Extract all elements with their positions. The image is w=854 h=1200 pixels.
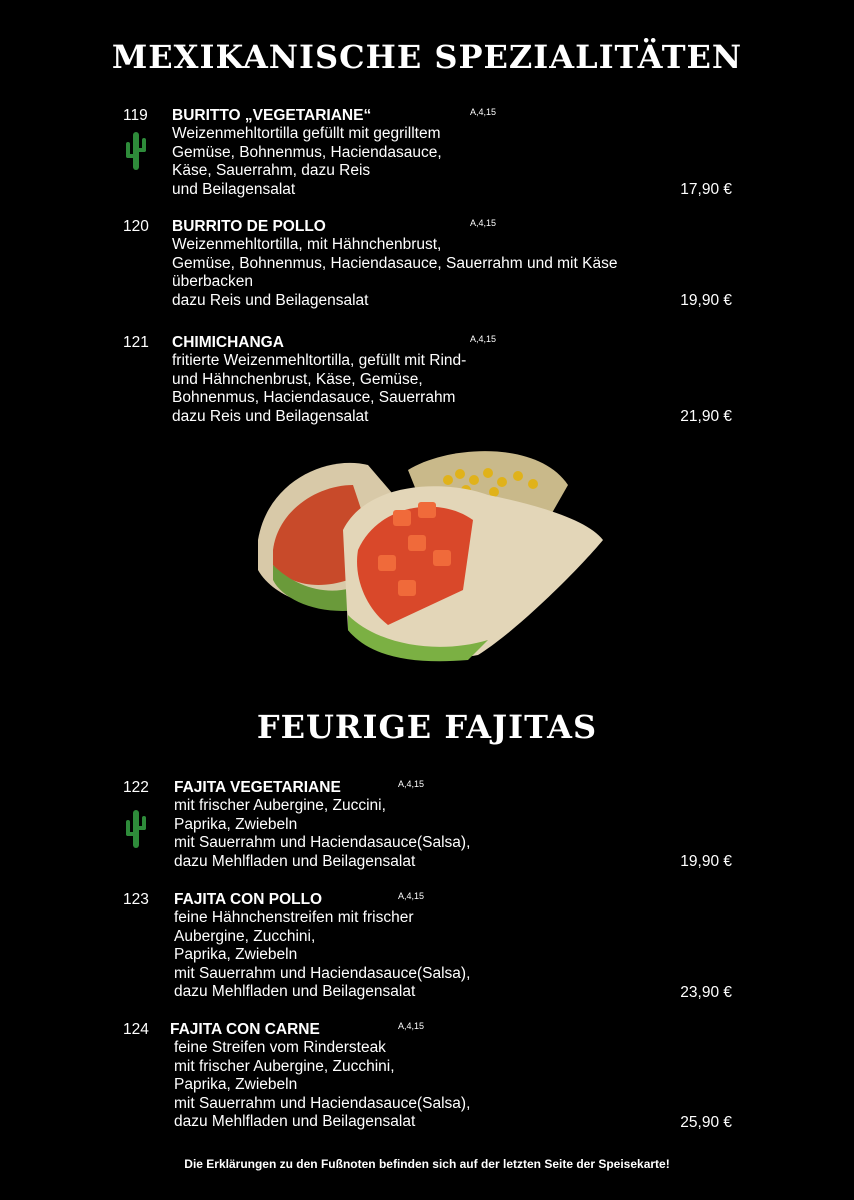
item-number: 124	[123, 1021, 149, 1038]
item-name: BURITTO „VEGETARIANE“	[172, 107, 372, 124]
cactus-icon	[123, 130, 149, 172]
item-name: CHIMICHANGA	[172, 334, 284, 351]
item-price: 23,90 €	[680, 984, 732, 1001]
item-description: Weizenmehltortilla, mit Hähnchenbrust, Gemüse, Bohnenmus, Haciendasauce, Sauerrahm und mit Käse überbacken dazu Reis und Beilagensalat	[172, 236, 618, 309]
allergen-codes: A,4,15	[470, 334, 497, 344]
item-name: FAJITA VEGETARIANE	[174, 779, 341, 796]
item-description: fritierte Weizenmehltortilla, gefüllt mit Rind- und Hähnchenbrust, Käse, Gemüse, Bohnenmus, Haciendasauce, Sauerrahm dazu Reis und Beilagensalat	[172, 352, 467, 425]
allergen-codes: A,4,15	[398, 891, 425, 901]
item-description: mit frischer Aubergine, Zuccini, Paprika, Zwiebeln mit Sauerrahm und Haciendasauce(Salsa), dazu Mehlfladen und Beilagensalat	[174, 797, 471, 870]
item-number: 120	[123, 218, 149, 235]
cactus-icon	[123, 808, 149, 850]
item-description: Weizenmehltortilla gefüllt mit gegrilltem Gemüse, Bohnenmus, Haciendasauce, Käse, Sauerrahm, dazu Reis und Beilagensalat	[172, 125, 442, 198]
item-number: 119	[123, 107, 148, 124]
item-number: 123	[123, 891, 149, 908]
item-name: FAJITA CON POLLO	[174, 891, 323, 908]
item-number: 121	[123, 334, 149, 351]
allergen-codes: A,4,15	[398, 1021, 425, 1031]
allergen-codes: A,4,15	[470, 107, 497, 117]
section-title-mexican: MEXIKANISCHE SPEZIALITÄTEN	[111, 38, 743, 76]
item-price: 17,90 €	[680, 181, 732, 198]
item-price: 19,90 €	[680, 292, 732, 309]
item-name: BURRITO DE POLLO	[172, 218, 326, 235]
item-number: 122	[123, 779, 149, 796]
item-price: 19,90 €	[680, 853, 732, 870]
item-description: feine Hähnchenstreifen mit frischer Aubergine, Zucchini, Paprika, Zwiebeln mit Sauerrahm und Haciendasauce(Salsa), dazu Mehlfladen und Beilagensalat	[174, 909, 471, 1000]
item-price: 25,90 €	[680, 1114, 732, 1131]
allergen-codes: A,4,15	[470, 218, 497, 228]
burrito-photo	[248, 440, 608, 665]
item-name: FAJITA CON CARNE	[170, 1021, 320, 1038]
footnote: Die Erklärungen zu den Fußnoten befinden sich auf der letzten Seite der Speisekarte!	[184, 1157, 670, 1171]
item-price: 21,90 €	[680, 408, 732, 425]
item-description: feine Streifen vom Rindersteak mit frischer Aubergine, Zucchini, Paprika, Zwiebeln mit Sauerrahm und Haciendasauce(Salsa), dazu Mehlfladen und Beilagensalat	[174, 1039, 471, 1130]
section-title-fajitas: FEURIGE FAJITAS	[256, 708, 598, 746]
allergen-codes: A,4,15	[398, 779, 425, 789]
